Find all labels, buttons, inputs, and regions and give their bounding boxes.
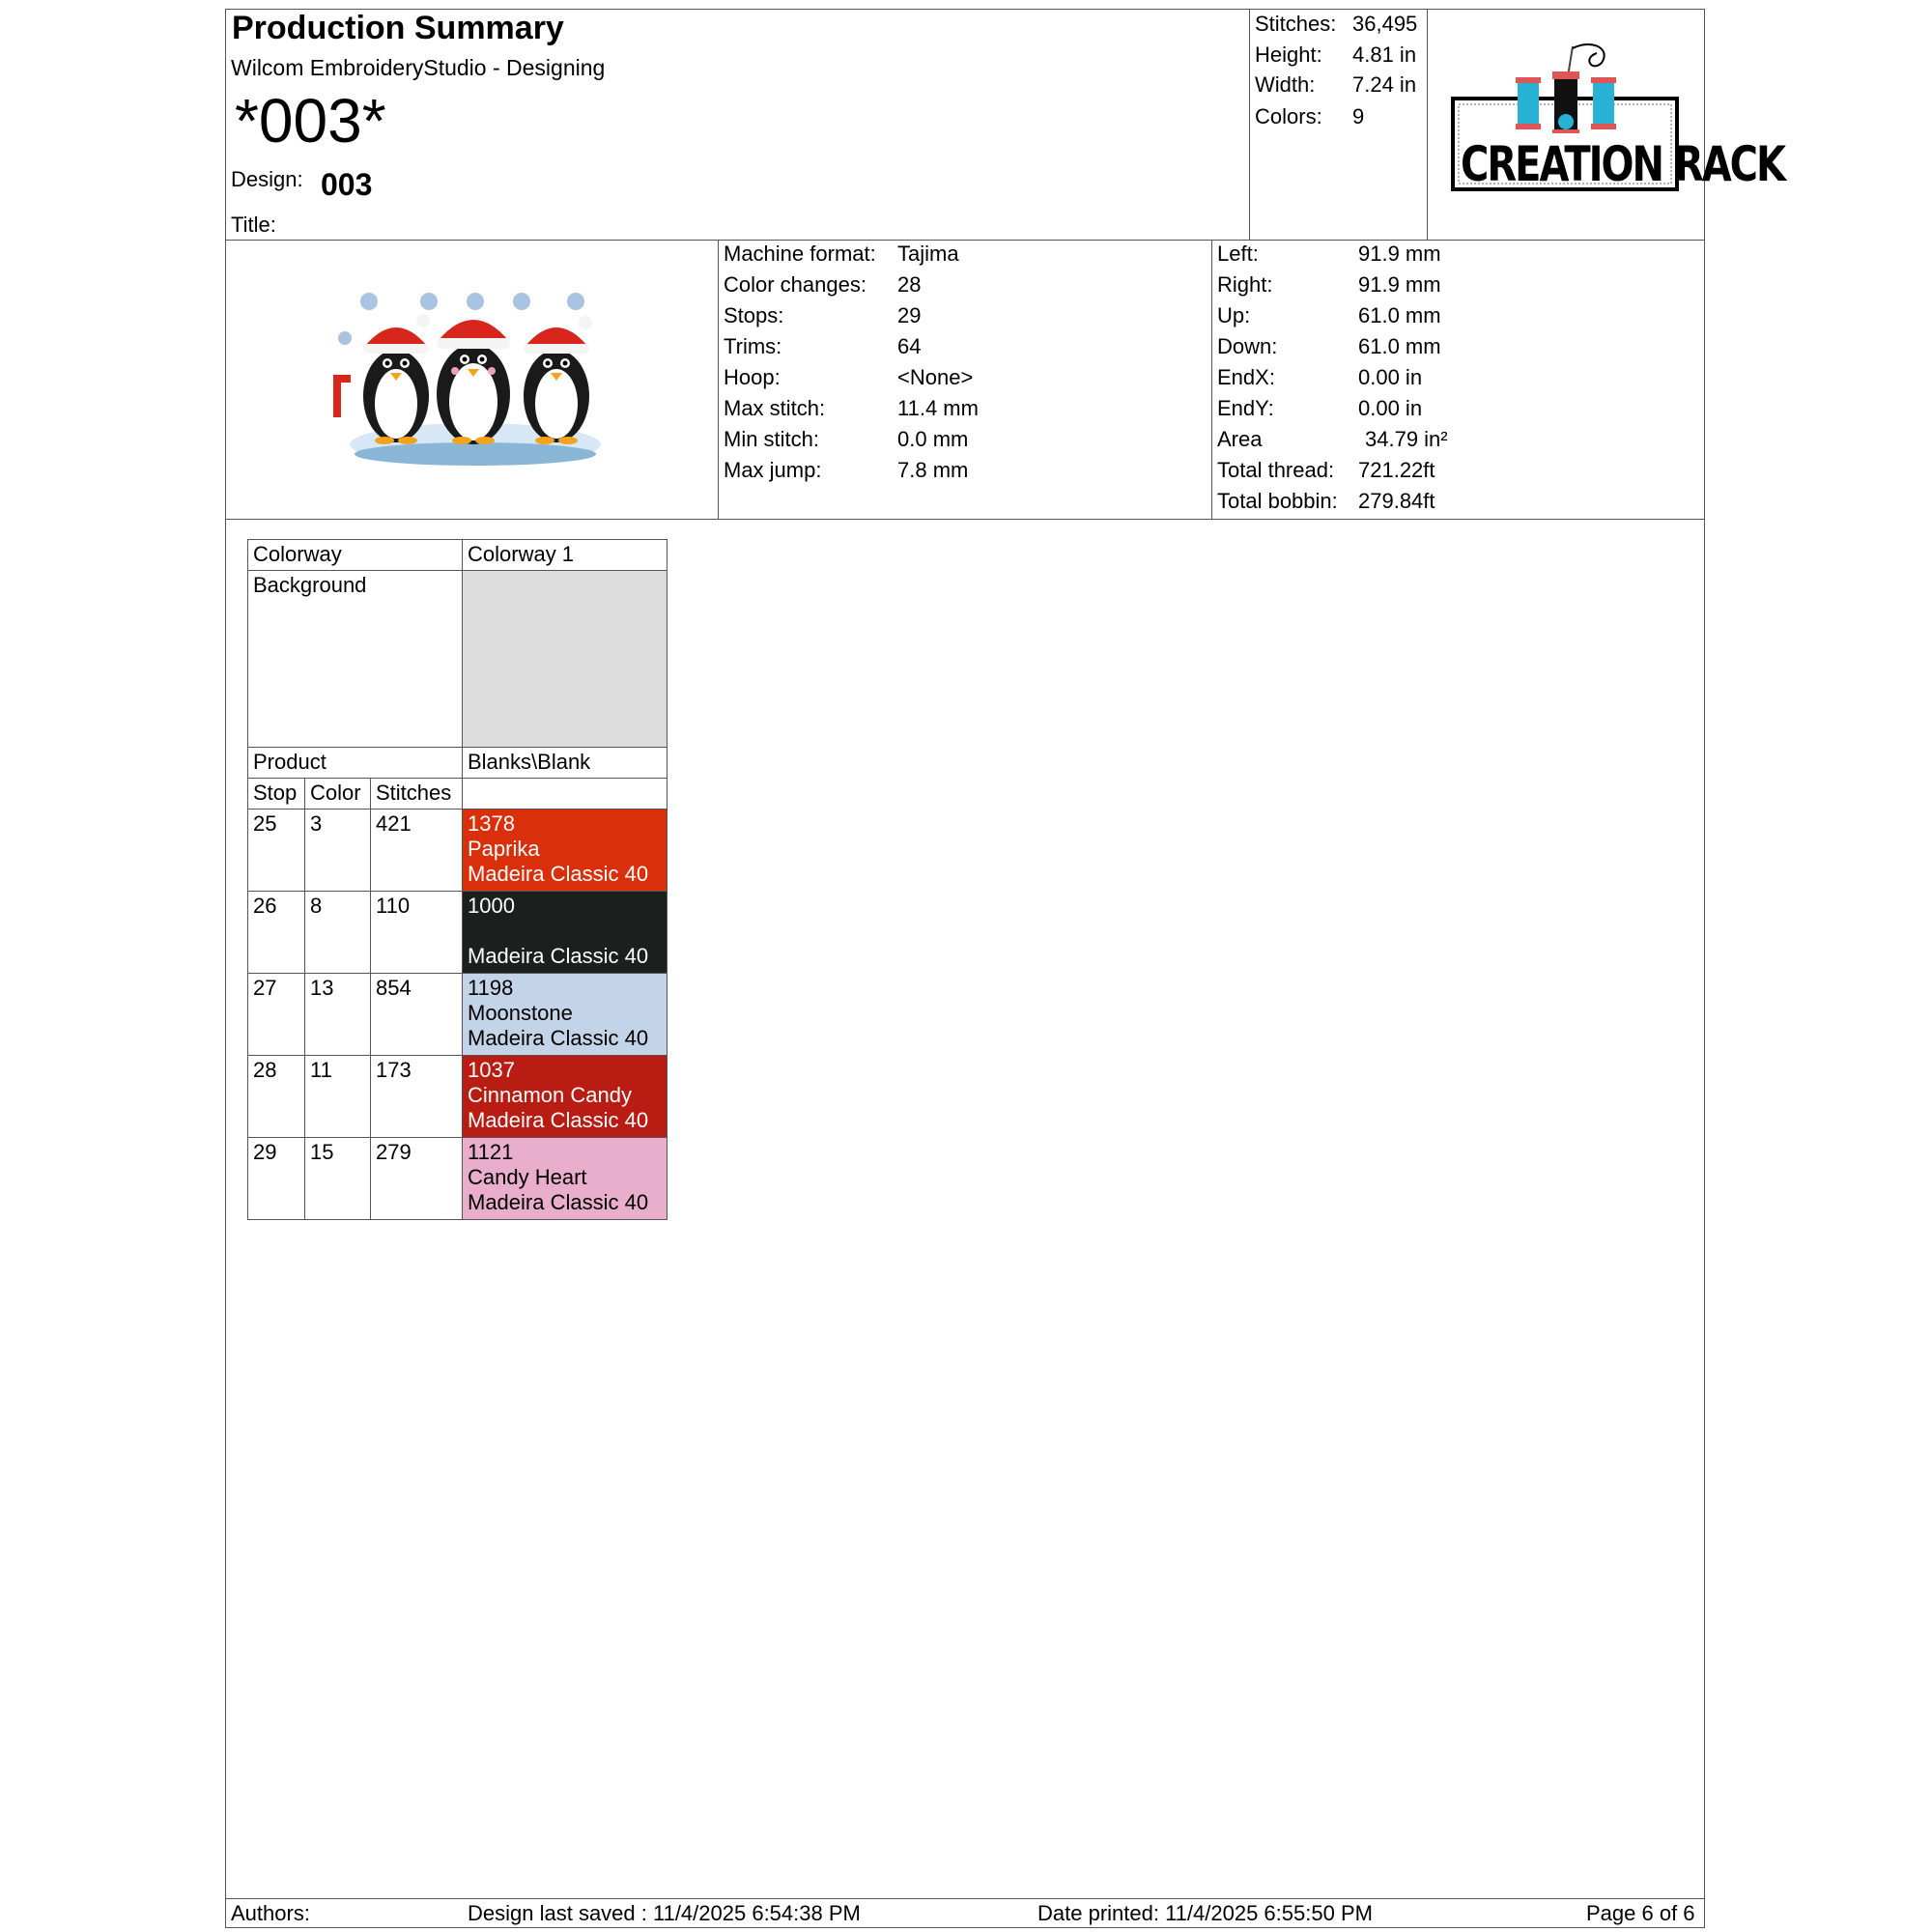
thread-swatch xyxy=(463,810,668,892)
left-value: 91.9 mm xyxy=(1358,242,1441,266)
thread-brand: Madeira Classic 40 xyxy=(468,862,649,886)
left-label: Left: xyxy=(1217,242,1259,266)
color-cell: 8 xyxy=(305,892,371,974)
stitches-cell: 421 xyxy=(371,810,463,892)
col-thread-header xyxy=(463,779,668,810)
thread-row xyxy=(248,1056,668,1138)
colorway-table xyxy=(247,539,668,1220)
max-jump-value: 7.8 mm xyxy=(897,458,969,482)
thread-brand: Madeira Classic 40 xyxy=(468,1190,649,1214)
colorway-label: Colorway xyxy=(248,540,463,571)
colors-value: 9 xyxy=(1352,104,1365,128)
colorway-row xyxy=(248,540,668,571)
thread-code: 1000 xyxy=(468,894,515,918)
area-value: 34.79 in² xyxy=(1365,427,1448,451)
thread-code: 1121 xyxy=(468,1140,514,1164)
thread-swatch xyxy=(463,974,668,1056)
info-divider-1 xyxy=(718,240,719,520)
subtitle: Wilcom EmbroideryStudio - Designing xyxy=(231,55,606,80)
height-value: 4.81 in xyxy=(1352,43,1417,67)
color-cell: 11 xyxy=(305,1056,371,1138)
thread-brand: Madeira Classic 40 xyxy=(468,1026,649,1050)
max-stitch-label: Max stitch: xyxy=(724,396,826,420)
trims-value: 64 xyxy=(897,334,922,358)
min-stitch-value: 0.0 mm xyxy=(897,427,969,451)
stitches-cell: 173 xyxy=(371,1056,463,1138)
column-header-row xyxy=(248,779,668,810)
color-cell: 3 xyxy=(305,810,371,892)
endx-value: 0.00 in xyxy=(1358,365,1423,389)
stop-cell: 26 xyxy=(248,892,305,974)
col-stop-header: Stop xyxy=(248,779,305,810)
colorway-value: Colorway 1 xyxy=(463,540,668,571)
design-barcode: *003* xyxy=(235,86,386,156)
color-changes-label: Color changes: xyxy=(724,272,867,297)
penguins-illustration xyxy=(328,280,618,473)
hoop-label: Hoop: xyxy=(724,365,781,389)
color-cell: 15 xyxy=(305,1138,371,1220)
right-label: Right: xyxy=(1217,272,1273,297)
col-color-header: Color xyxy=(305,779,371,810)
thread-swatch xyxy=(463,1056,668,1138)
stitches-cell: 279 xyxy=(371,1138,463,1220)
info-divider xyxy=(225,519,1705,520)
thread-rows xyxy=(248,810,668,1220)
thread-row xyxy=(248,892,668,974)
background-row xyxy=(248,571,668,748)
total-bobbin-label: Total bobbin: xyxy=(1217,489,1338,513)
stop-cell: 25 xyxy=(248,810,305,892)
thread-swatch xyxy=(463,892,668,974)
background-swatch xyxy=(463,571,668,748)
stops-label: Stops: xyxy=(724,303,784,327)
stats-divider-right xyxy=(1427,9,1428,241)
stitches-value: 36,495 xyxy=(1352,12,1418,36)
height-label: Height: xyxy=(1255,43,1322,67)
max-stitch-value: 11.4 mm xyxy=(897,396,979,420)
footer-authors: Authors: xyxy=(231,1901,310,1925)
thread-code: 1378 xyxy=(468,811,515,836)
machine-format-label: Machine format: xyxy=(724,242,876,266)
endx-label: EndX: xyxy=(1217,365,1275,389)
thread-brand: Madeira Classic 40 xyxy=(468,944,649,968)
total-bobbin-value: 279.84ft xyxy=(1358,489,1435,513)
color-changes-value: 28 xyxy=(897,272,922,297)
thread-name xyxy=(468,919,662,944)
up-label: Up: xyxy=(1217,303,1251,327)
thread-name: Candy Heart xyxy=(468,1165,587,1189)
footer-divider xyxy=(225,1898,1705,1899)
product-label: Product xyxy=(248,748,463,779)
stats-divider-left xyxy=(1249,9,1250,241)
width-value: 7.24 in xyxy=(1352,72,1417,97)
area-label: Area xyxy=(1217,427,1263,451)
stitches-label: Stitches: xyxy=(1255,12,1337,36)
max-jump-label: Max jump: xyxy=(724,458,822,482)
creation-rack-logo xyxy=(1447,39,1785,203)
design-label: Design: xyxy=(231,167,303,191)
color-cell: 13 xyxy=(305,974,371,1056)
stitches-cell: 854 xyxy=(371,974,463,1056)
info-divider-2 xyxy=(1211,240,1212,520)
product-value: Blanks\Blank xyxy=(463,748,668,779)
footer-page-number: Page 6 of 6 xyxy=(1586,1901,1695,1925)
up-value: 61.0 mm xyxy=(1358,303,1441,327)
design-value: 003 xyxy=(321,167,373,202)
down-label: Down: xyxy=(1217,334,1278,358)
thread-name: Moonstone xyxy=(468,1001,573,1025)
page-title: Production Summary xyxy=(232,10,564,46)
width-label: Width: xyxy=(1255,72,1316,97)
thread-swatch xyxy=(463,1138,668,1220)
hoop-value: <None> xyxy=(897,365,974,389)
machine-format-value: Tajima xyxy=(897,242,959,266)
down-value: 61.0 mm xyxy=(1358,334,1441,358)
thread-name: Cinnamon Candy xyxy=(468,1083,632,1107)
thread-row xyxy=(248,974,668,1056)
total-thread-label: Total thread: xyxy=(1217,458,1335,482)
thread-row xyxy=(248,1138,668,1220)
endy-label: EndY: xyxy=(1217,396,1274,420)
total-thread-value: 721.22ft xyxy=(1358,458,1435,482)
title-label: Title: xyxy=(231,213,276,237)
trims-label: Trims: xyxy=(724,334,782,358)
thread-name: Paprika xyxy=(468,837,540,861)
stop-cell: 29 xyxy=(248,1138,305,1220)
logo-text: CREATION RACK xyxy=(1461,137,1785,193)
right-value: 91.9 mm xyxy=(1358,272,1441,297)
footer-last-saved: Design last saved : 11/4/2025 6:54:38 PM xyxy=(468,1901,861,1925)
header-divider xyxy=(225,240,1705,241)
stitches-cell: 110 xyxy=(371,892,463,974)
stops-value: 29 xyxy=(897,303,922,327)
product-row xyxy=(248,748,668,779)
thread-row xyxy=(248,810,668,892)
thread-brand: Madeira Classic 40 xyxy=(468,1108,649,1132)
colors-label: Colors: xyxy=(1255,104,1322,128)
stop-cell: 28 xyxy=(248,1056,305,1138)
thread-code: 1198 xyxy=(468,976,514,1000)
background-label: Background xyxy=(248,571,463,748)
min-stitch-label: Min stitch: xyxy=(724,427,820,451)
stop-cell: 27 xyxy=(248,974,305,1056)
col-stitches-header: Stitches xyxy=(371,779,463,810)
endy-value: 0.00 in xyxy=(1358,396,1423,420)
design-preview xyxy=(328,280,618,473)
thread-code: 1037 xyxy=(468,1058,515,1082)
footer-date-printed: Date printed: 11/4/2025 6:55:50 PM xyxy=(1037,1901,1373,1925)
